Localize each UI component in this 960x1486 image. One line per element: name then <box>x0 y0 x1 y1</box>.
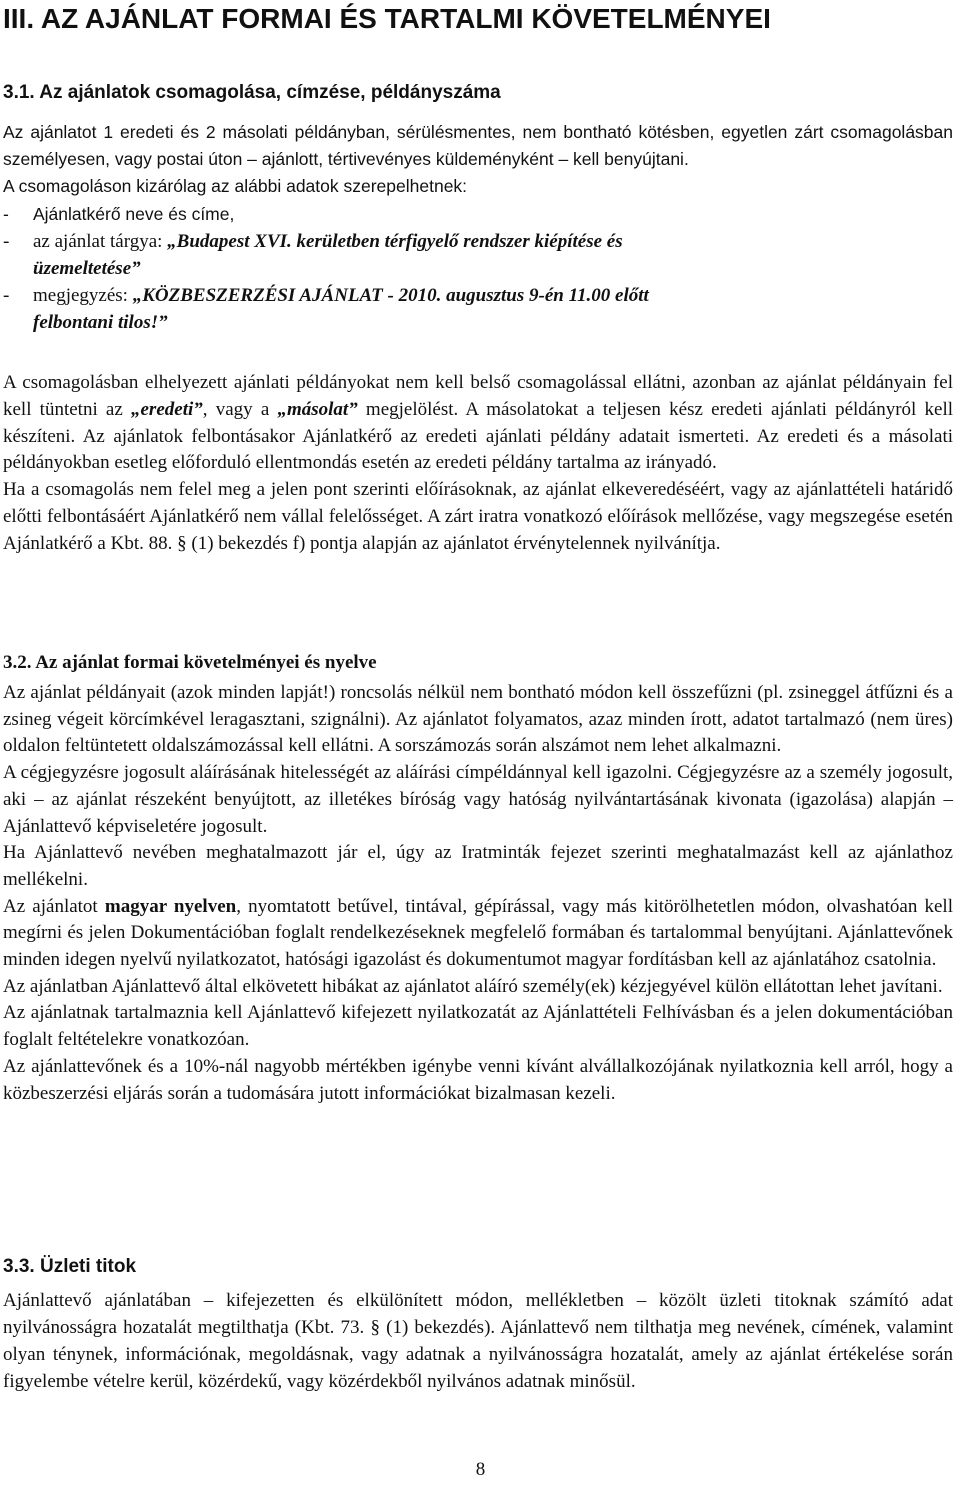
list-item: - az ajánlat tárgya: „Budapest XVI. kerületben térfigyelő rendszer kiépítése és <box>3 230 623 252</box>
copy-mark: „másolat” <box>277 398 358 420</box>
language-emphasis: magyar nyelven <box>104 895 237 917</box>
section-3-3-body <box>3 1287 953 1395</box>
list-item: - Ajánlatkérő neve és címe, <box>3 203 235 224</box>
section-3-1-body <box>3 119 953 337</box>
section-heading-3-1: 3.1. Az ajánlatok csomagolása, címzése, példányszáma <box>3 82 501 103</box>
paragraph: Az ajánlatban Ajánlattevő által elkövetett hibákat az ajánlatot aláíró személy(ek) kézjegyével külön ellátottan lehet javítani. <box>3 975 943 997</box>
paragraph: Az ajánlattevőnek és a 10%-nál nagyobb mértékben igénybe venni kívánt alvállalkozójának nyilatkoznia kell arról, hogy a közbeszerzési eljárás során a tudomására jutott információkat bizalmasan kezeli. <box>3 1055 953 1104</box>
paragraph: A csomagolásban elhelyezett ajánlati példányokat nem kell belső csomagolással ellátni, azonban az ajánlat példányain fel kell tüntetni az „eredeti”, vagy a „másolat” megjelölést. A másolatokat a teljesen kész eredeti ajánlati példányról kell készíteni. Az ajánlatok felbontásakor Ajánlatkérő az eredeti ajánlati példány adatait ismerteti. Az eredeti és a másolati példányokban esetleg előforduló ellentmondás esetén az eredeti példány tartalma az irányadó. <box>3 372 954 474</box>
chapter-title: III. AZ AJÁNLAT FORMAI ÉS TARTALMI KÖVETELMÉNYEI <box>3 3 771 34</box>
list-item-prefix: megjegyzés: <box>33 285 128 307</box>
paragraph: Az ajánlatnak tartalmaznia kell Ajánlattevő kifejezett nyilatkozatát az Ajánlattételi Felhívásban és a jelen dokumentációban foglalt feltételekre vonatkozóan. <box>3 1002 953 1051</box>
list-item: - megjegyzés: „KÖZBESZERZÉSI AJÁNLAT - 2010. augusztus 9-én 11.00 előtt <box>3 285 649 307</box>
paragraph: A csomagoláson kizárólag az alábbi adatok szerepelhetnek: <box>3 176 468 197</box>
section-heading-3-2: 3.2. Az ajánlat formai követelményei és nyelve <box>3 652 377 673</box>
paragraph: A cégjegyzésre jogosult aláírásának hitelességét az aláírási címpéldánnyal kell igazolni. Cégjegyzésre az a személy jogosult, aki – az ajánlat részeként benyújtott, az illetékes bíróság vagy hatóság nyilvántartásának kivonata (igazolása) alapján – Ajánlattevő képviseletére jogosult. <box>3 762 953 837</box>
section-heading-3-3: 3.3. Üzleti titok <box>3 1256 137 1277</box>
list-item-prefix: az ajánlat tárgya: <box>33 230 163 252</box>
section-3-1-body-serif <box>3 370 953 558</box>
paragraph: Ajánlattevő ajánlatában – kifejezetten és elkülönített módon, mellékletben – közölt üzleti titoknak számító adat nyilvánosságra hozatalát megtilthatja (Kbt. 73. § (1) bekezdés). Ajánlattevő nem tilthatja meg nevének, címének, valamint olyan ténynek, információnak, megoldásnak, vagy adatnak a nyilvánosságra hozatalát, amely az ajánlat értékelése során figyelembe vételre kerül, közérdekű, vagy közérdekből nyilvános adatnak minősül. <box>3 1290 953 1392</box>
paragraph: Az ajánlatot 1 eredeti és 2 másolati példányban, sérülésmentes, nem bontható kötésben, egyetlen zárt csomagolásban személyesen, vagy postai úton – ajánlott, tértivevényes küldeményként – kell benyújtani. <box>3 122 953 170</box>
note-text: „KÖZBESZERZÉSI AJÁNLAT - 2010. augusztus 9-én 11.00 előtt <box>132 285 649 307</box>
subject-text: „Budapest XVI. kerületben térfigyelő rendszer kiépítése és <box>167 230 623 252</box>
subject-text-continued: üzemeltetése” <box>33 258 141 280</box>
paragraph: Az ajánlat példányait (azok minden lapját!) roncsolás nélkül nem bontható módon kell összefűzni (pl. zsineggel átfűzni és a zsineg végeit körcímkével leragasztani, szignálni). Az ajánlatot folyamatos, azaz minden írott, adatot tartalmazó (nem üres) oldalon feltüntetett oldalszámozással kell ellátni. A sorszámozás során alszámot nem lehet alkalmazni. <box>3 682 953 757</box>
paragraph: Ha a csomagolás nem felel meg a jelen pont szerinti előírásoknak, az ajánlat elkeveredéséért, vagy az ajánlattételi határidő előtti felbontásáért Ajánlatkérő nem vállal felelősséget. A zárt iratra vonatkozó előírások mellőzése, vagy megszegése esetén Ajánlatkérő a Kbt. 88. § (1) bekezdés f) pontja alapján az ajánlatot érvénytelennek nyilvánítja. <box>3 479 953 554</box>
list-item-text: Ajánlatkérő neve és címe, <box>33 203 235 224</box>
section-3-2-body <box>3 680 953 1107</box>
original-mark: „eredeti” <box>131 398 203 420</box>
note-text-continued: felbontani tilos!” <box>33 312 168 334</box>
paragraph: Ha Ajánlattevő nevében meghatalmazott jár el, úgy az Iratminták fejezet szerinti meghatalmazást kell az ajánlathoz mellékelni. <box>3 842 953 890</box>
page-number: 8 <box>475 1459 486 1480</box>
paragraph: Az ajánlatot magyar nyelven, nyomtatott betűvel, tintával, gépírással, vagy más kitörölhetetlen módon, olvashatóan kell megírni és jelen Dokumentációban foglalt rendelkezéseknek megfelelő formában és tartalommal benyújtani. Ajánlattevőnek minden idegen nyelvű nyilatkozatot, hatósági igazolást és dokumentumot magyar fordításban kell az ajánlatához csatolnia. <box>3 895 953 971</box>
